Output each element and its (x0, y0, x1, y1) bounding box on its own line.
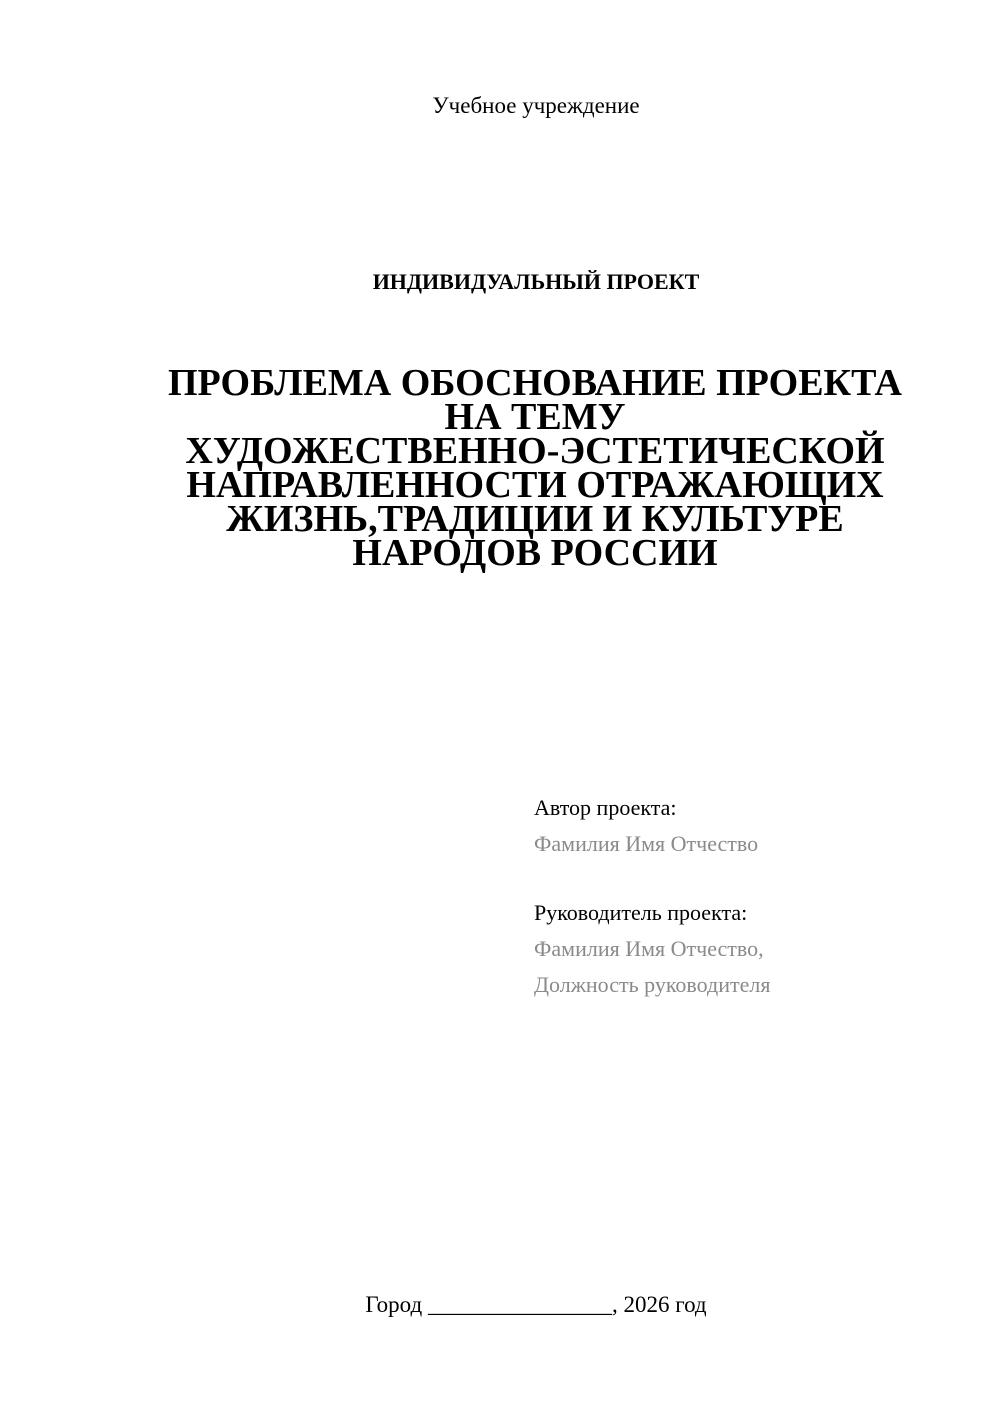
credits-spacer (534, 862, 974, 895)
title-line: НАРОДОВ РОССИИ (352, 532, 718, 574)
title-line: НАПРАВЛЕННОСТИ ОТРАЖАЮЩИХ (186, 464, 884, 506)
project-type-heading: ИНДИВИДУАЛЬНЫЙ ПРОЕКТ (372, 269, 700, 294)
credits-block (534, 790, 974, 1003)
supervisor-label: Руководитель проекта: (534, 900, 748, 925)
author-label: Автор проекта: (534, 795, 677, 820)
title-line: ПРОБЛЕМА ОБОСНОВАНИЕ ПРОЕКТА (167, 362, 902, 404)
title-line: ХУДОЖЕСТВЕННО-ЭСТЕТИЧЕСКОЙ (185, 430, 885, 472)
supervisor-name: Фамилия Имя Отчество, (534, 936, 764, 961)
project-title (100, 362, 970, 574)
city-year-line: Город ________________, 2026 год (365, 1292, 707, 1317)
institution-name: Учебное учреждение (432, 93, 640, 118)
title-line: НА ТЕМУ (444, 396, 626, 438)
author-name: Фамилия Имя Отчество (534, 831, 759, 856)
supervisor-position: Должность руководителя (534, 972, 771, 997)
title-line: ЖИЗНЬ,ТРАДИЦИИ И КУЛЬТУРЕ (226, 498, 844, 540)
